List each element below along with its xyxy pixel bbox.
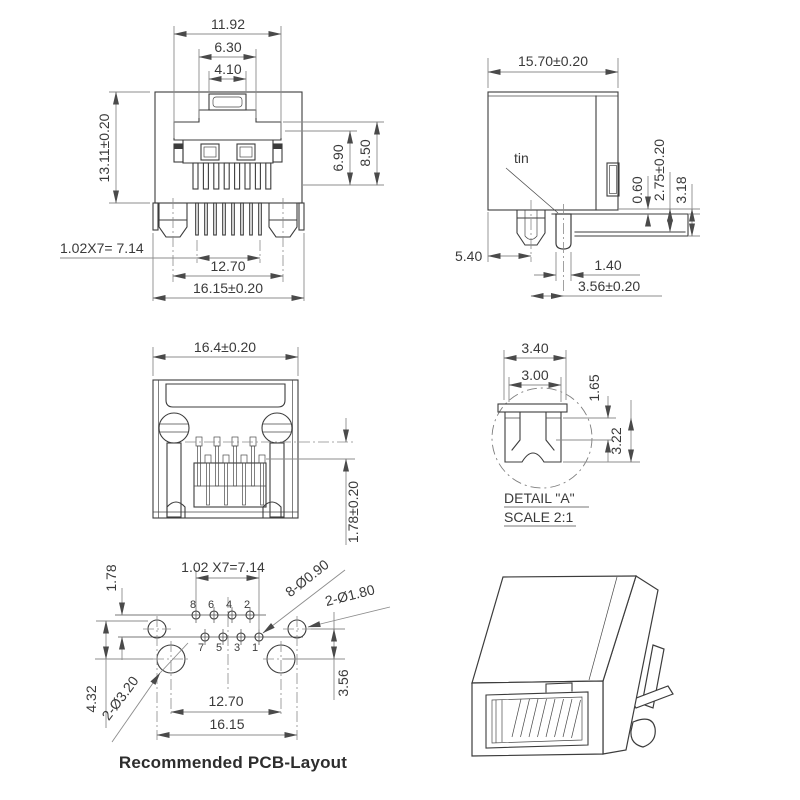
bottom-view [118, 335, 420, 570]
pcb-pin-numbers [190, 599, 258, 654]
front-view-dimensions [60, 16, 384, 301]
pin-number-7: 7 [197, 642, 205, 654]
dim-bottom-row-offset: 1.78±0.20 [345, 480, 361, 544]
detail-a-geometry [498, 404, 567, 462]
dim-front-height: 13.11±0.20 [96, 113, 112, 183]
dim-pcb-right: 3.56 [335, 669, 351, 697]
dim-side-t2: 2.75±0.20 [651, 138, 667, 202]
bottom-pin-rows [196, 437, 265, 505]
contact-comb [193, 163, 271, 189]
dim-detail-h1: 1.65 [586, 374, 602, 402]
pcb-caption: Recommended PCB-Layout [118, 753, 348, 772]
pcb-layout-view [55, 555, 447, 795]
detail-a-view [458, 335, 800, 547]
dim-side-t1: 0.60 [629, 176, 645, 204]
detail-a-labels [504, 490, 589, 526]
pin-number-5: 5 [215, 642, 223, 654]
dim-front-pitch: 1.02X7= 7.14 [60, 240, 144, 256]
pin-number-8: 8 [189, 599, 197, 611]
dim-front-body-width: 16.15±0.20 [193, 280, 263, 296]
dim-pcb-pitch: 1.02 X7=7.14 [181, 559, 265, 575]
dim-front-step-width: 6.30 [214, 39, 242, 55]
pin-number-4: 4 [225, 599, 233, 611]
iso-geometry [472, 576, 673, 756]
dim-pcb-row: 1.78 [103, 564, 119, 592]
dim-pcb-mid-holes: 2-Ø1.80 [323, 581, 377, 610]
isometric-view [455, 552, 800, 800]
dim-side-depth: 15.70±0.20 [518, 53, 588, 69]
side-view-dimensions [455, 53, 700, 296]
dim-front-opening-width: 11.92 [211, 16, 245, 32]
dim-front-tab-width: 4.10 [214, 61, 242, 77]
iso-snap-post [631, 719, 655, 747]
dim-detail-w1: 3.40 [521, 340, 549, 356]
dim-side-pin-offset: 3.56±0.20 [578, 278, 641, 294]
pin-hole-crosshairs [196, 607, 259, 645]
detail-title: DETAIL "A" [504, 490, 575, 506]
detail-scale: SCALE 2:1 [504, 509, 574, 525]
detail-circle [492, 388, 592, 488]
front-view [0, 0, 430, 322]
dim-side-pin-width: 1.40 [594, 257, 622, 273]
dim-pcb-left: 4.32 [83, 685, 99, 713]
dim-detail-w2: 3.00 [521, 367, 549, 383]
side-view [440, 25, 800, 310]
dim-side-t3: 3.18 [673, 176, 689, 204]
dim-detail-h2: 3.22 [608, 427, 624, 455]
pin-number-3: 3 [233, 642, 241, 654]
detail-a-dimensions [504, 340, 640, 462]
dim-front-post-span: 12.70 [210, 258, 246, 274]
solder-pins [196, 203, 262, 235]
dim-pcb-small-holes: 8-Ø0.90 [282, 556, 332, 600]
bottom-view-geometry [153, 380, 355, 518]
dim-pcb-large-holes: 2-Ø3.20 [98, 672, 142, 724]
dim-bottom-width: 16.4±0.20 [193, 339, 257, 355]
pin-holes-small [192, 611, 263, 641]
tin-label: tin [514, 150, 529, 166]
dim-side-post: 5.40 [455, 248, 483, 264]
dim-pcb-inner-span: 12.70 [208, 693, 244, 709]
dim-front-inner-height: 6.90 [330, 144, 346, 172]
pin-number-6: 6 [207, 599, 215, 611]
dim-pcb-outer-span: 16.15 [209, 716, 245, 732]
dim-front-flange-height: 8.50 [357, 139, 373, 167]
pin-number-2: 2 [243, 599, 251, 611]
pin-number-1: 1 [251, 642, 259, 654]
